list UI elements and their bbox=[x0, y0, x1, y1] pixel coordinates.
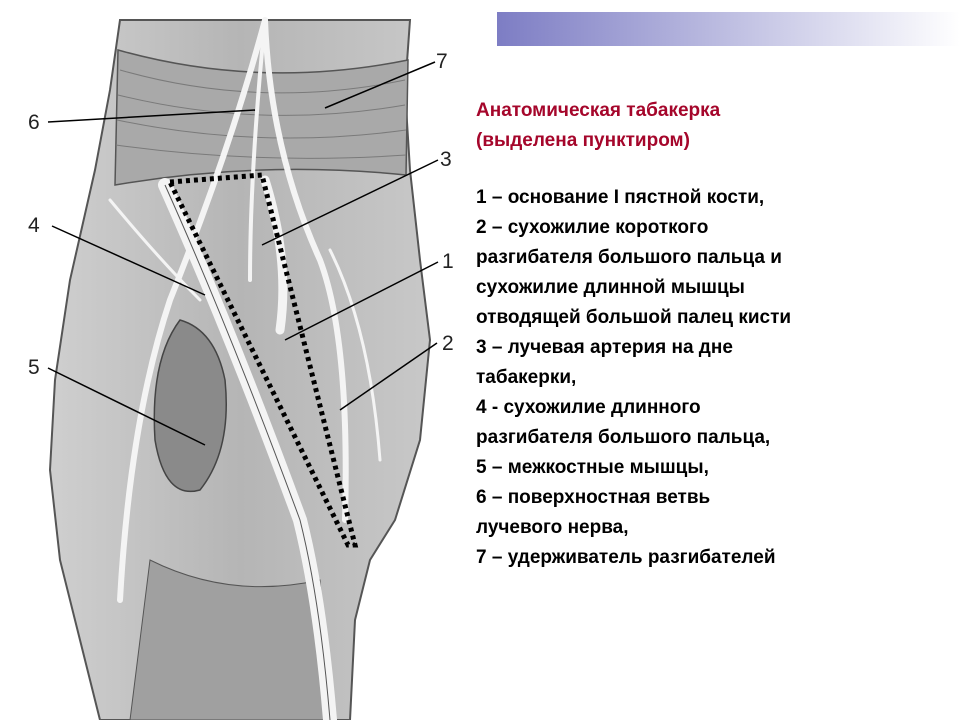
legend-line: 3 – лучевая артерия на дне bbox=[476, 337, 733, 358]
callout-1: 1 bbox=[442, 250, 454, 273]
legend bbox=[476, 183, 956, 573]
legend-line: 7 – удерживатель разгибателей bbox=[476, 547, 776, 568]
callout-2: 2 bbox=[442, 332, 454, 355]
legend-line: 2 – сухожилие короткого bbox=[476, 217, 709, 238]
callout-6: 6 bbox=[28, 111, 40, 134]
callout-5: 5 bbox=[28, 356, 40, 379]
legend-line: 4 - сухожилие длинного bbox=[476, 397, 701, 418]
callout-3: 3 bbox=[440, 148, 452, 171]
slide-title bbox=[476, 96, 946, 156]
legend-line: лучевого нерва, bbox=[476, 517, 629, 538]
legend-line: сухожилие длинной мышцы bbox=[476, 277, 745, 298]
callout-4: 4 bbox=[28, 214, 40, 237]
legend-line: 6 – поверхностная ветвь bbox=[476, 487, 711, 508]
legend-line: разгибателя большого пальца и bbox=[476, 247, 782, 268]
legend-line: отводящей большой палец кисти bbox=[476, 307, 792, 328]
header-accent-bar bbox=[497, 12, 960, 46]
legend-line: 5 – межкостные мышцы, bbox=[476, 457, 709, 478]
title-line-1: Анатомическая табакерка bbox=[476, 100, 721, 121]
legend-line: разгибателя большого пальца, bbox=[476, 427, 771, 448]
title-line-2: (выделена пунктиром) bbox=[476, 130, 690, 151]
legend-line: 1 – основание I пястной кости, bbox=[476, 187, 765, 208]
callout-7: 7 bbox=[436, 50, 448, 73]
anatomy-illustration bbox=[0, 0, 470, 720]
legend-line: табакерки, bbox=[476, 367, 577, 388]
